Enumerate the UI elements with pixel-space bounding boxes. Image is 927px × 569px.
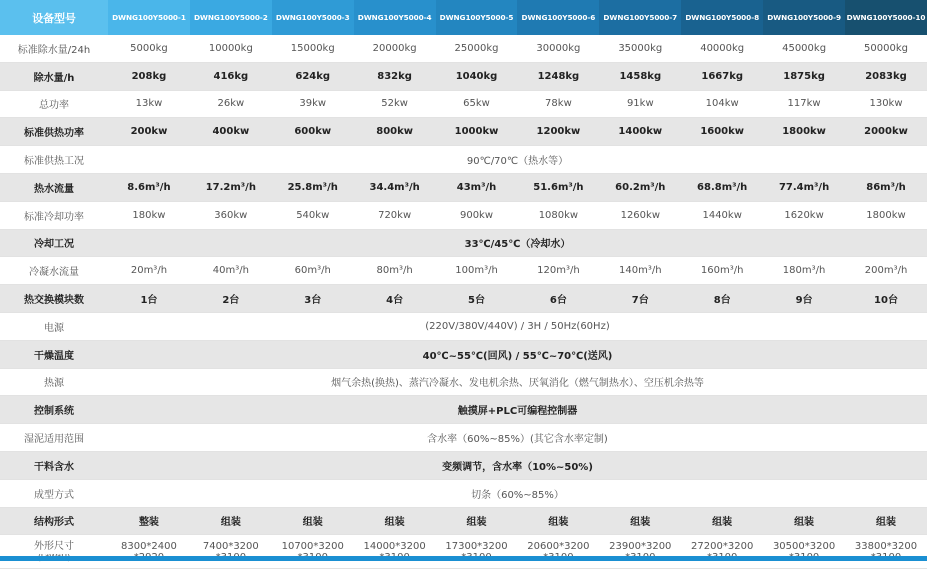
table-cell: 13kw: [108, 90, 190, 118]
row-label-text: 热交换模块数: [24, 295, 84, 307]
row-span-value: 变频调节，含水率（10%~50%): [108, 451, 927, 479]
row-span-value: 触摸屏+PLC可编程控制器: [108, 396, 927, 424]
table-cell: 720kw: [354, 201, 436, 229]
table-cell: 43m³/h: [436, 173, 518, 201]
table-cell: 45000kg: [763, 35, 845, 62]
table-row: [0, 368, 927, 396]
table-cell: 8台: [681, 285, 763, 313]
table-cell: 组装: [272, 507, 354, 535]
row-span-value: 烟气余热(换热)、蒸汽冷凝水、发电机余热、厌氧消化（燃气制热水）、空压机余热等: [108, 368, 927, 396]
table-cell: 1248kg: [517, 62, 599, 90]
table-cell: 40000kg: [681, 35, 763, 62]
row-label-text: 成型方式: [34, 489, 74, 501]
table-row: [0, 312, 927, 340]
table-cell: 2000kw: [845, 118, 927, 146]
header-model-7: DWNG100Y5000-7: [599, 0, 681, 35]
header-model-6: DWNG100Y5000-6: [517, 0, 599, 35]
row-label: [0, 146, 108, 174]
table-cell: 35000kg: [599, 35, 681, 62]
table-cell: 34.4m³/h: [354, 173, 436, 201]
header-model-10: DWNG100Y5000-10: [845, 0, 927, 35]
table-cell: 1040kg: [436, 62, 518, 90]
row-label-text: 除水量/h: [33, 72, 75, 84]
row-label-text: 控制系统: [34, 406, 74, 418]
table-cell: 832kg: [354, 62, 436, 90]
table-cell: 3台: [272, 285, 354, 313]
header-model-9: DWNG100Y5000-9: [763, 0, 845, 35]
table-cell: 51.6m³/h: [517, 173, 599, 201]
table-cell: 200m³/h: [845, 257, 927, 285]
table-cell: 组装: [763, 507, 845, 535]
table-cell: 540kw: [272, 201, 354, 229]
table-cell: 900kw: [436, 201, 518, 229]
row-label-text: 结构形式: [34, 517, 74, 529]
row-label: [0, 451, 108, 479]
table-cell: 400kw: [190, 118, 272, 146]
row-label-text: 外形尺寸: [34, 540, 74, 552]
table-cell: 180kw: [108, 201, 190, 229]
table-cell: 26kw: [190, 90, 272, 118]
table-cell: 1875kg: [763, 62, 845, 90]
table-cell: 5000kg: [108, 35, 190, 62]
table-cell: 80m³/h: [354, 257, 436, 285]
table-cell: 91kw: [599, 90, 681, 118]
table-row: [0, 507, 927, 535]
table-cell: 10台: [845, 285, 927, 313]
row-label-text: 热源: [44, 378, 64, 390]
table-row: [0, 257, 927, 285]
header-model-8: DWNG100Y5000-8: [681, 0, 763, 35]
table-cell: 1667kg: [681, 62, 763, 90]
table-cell: 5台: [436, 285, 518, 313]
table-cell: 130kw: [845, 90, 927, 118]
table-cell: 20600*3200: [517, 535, 599, 569]
row-label-text: 电源: [44, 322, 64, 334]
row-label: [0, 535, 108, 569]
header-model-5: DWNG100Y5000-5: [436, 0, 518, 35]
table-cell: 1080kw: [517, 201, 599, 229]
table-cell: 120m³/h: [517, 257, 599, 285]
table-cell: 208kg: [108, 62, 190, 90]
table-header: [0, 0, 927, 35]
table-cell: 40m³/h: [190, 257, 272, 285]
table-cell: 1800kw: [763, 118, 845, 146]
header-model-2: DWNG100Y5000-2: [190, 0, 272, 35]
table-cell: 1600kw: [681, 118, 763, 146]
row-span-value: (220V/380V/440V) / 3H / 50Hz(60Hz): [108, 312, 927, 340]
row-label: [0, 424, 108, 452]
row-label-text: 干燥温度: [34, 350, 74, 362]
table-cell: 180m³/h: [763, 257, 845, 285]
table-cell: 1200kw: [517, 118, 599, 146]
table-cell: 33800*3200: [845, 535, 927, 569]
table-cell: 624kg: [272, 62, 354, 90]
table-cell: 10700*3200: [272, 535, 354, 569]
table-cell: 77.4m³/h: [763, 173, 845, 201]
row-span-value: 含水率（60%~85%）(其它含水率定制): [108, 424, 927, 452]
table-cell: 17300*3200: [436, 535, 518, 569]
table-cell: 30000kg: [517, 35, 599, 62]
table-row: [0, 424, 927, 452]
header-model-1: DWNG100Y5000-1: [108, 0, 190, 35]
row-span-value: 90℃/70℃（热水等）: [108, 146, 927, 174]
row-label-text: 标准供热工况: [24, 156, 84, 168]
row-label: [0, 118, 108, 146]
table-cell: 200kw: [108, 118, 190, 146]
table-cell: 600kw: [272, 118, 354, 146]
row-label: [0, 285, 108, 313]
table-cell: 60m³/h: [272, 257, 354, 285]
table-row: [0, 451, 927, 479]
header-model-4: DWNG100Y5000-4: [354, 0, 436, 35]
table-cell: 65kw: [436, 90, 518, 118]
row-label-text: 总功率: [39, 100, 69, 112]
table-row: [0, 340, 927, 368]
row-label: [0, 257, 108, 285]
table-row: [0, 229, 927, 257]
table-cell: 20000kg: [354, 35, 436, 62]
table-row: [0, 201, 927, 229]
table-row: [0, 35, 927, 62]
table-cell: 8.6m³/h: [108, 173, 190, 201]
table-cell: 800kw: [354, 118, 436, 146]
table-cell: 416kg: [190, 62, 272, 90]
table-cell: 117kw: [763, 90, 845, 118]
table-cell: 1台: [108, 285, 190, 313]
table-cell: 7400*3200: [190, 535, 272, 569]
table-cell: 9台: [763, 285, 845, 313]
table-cell: 1458kg: [599, 62, 681, 90]
row-label-text: 热水流量: [34, 183, 74, 195]
table-cell: 1400kw: [599, 118, 681, 146]
table-cell: 1800kw: [845, 201, 927, 229]
table-cell: 2台: [190, 285, 272, 313]
table-cell: 52kw: [354, 90, 436, 118]
row-label-text: 冷凝水流量: [29, 267, 79, 279]
header-model-label: 设备型号: [0, 0, 108, 35]
table-cell: 7台: [599, 285, 681, 313]
table-cell: 104kw: [681, 90, 763, 118]
table-cell: 17.2m³/h: [190, 173, 272, 201]
table-cell: 25000kg: [436, 35, 518, 62]
row-label: [0, 201, 108, 229]
table-cell: 1260kw: [599, 201, 681, 229]
table-cell: 14000*3200: [354, 535, 436, 569]
row-label-text: 干料含水: [34, 461, 74, 473]
table-row: [0, 285, 927, 313]
table-cell: 23900*3200: [599, 535, 681, 569]
row-label: [0, 507, 108, 535]
row-label-text: 标准冷却功率: [24, 211, 84, 223]
table-cell: 4台: [354, 285, 436, 313]
table-cell: 140m³/h: [599, 257, 681, 285]
table-cell: 15000kg: [272, 35, 354, 62]
table-cell: 组装: [190, 507, 272, 535]
table-cell: 160m³/h: [681, 257, 763, 285]
table-cell: 6台: [517, 285, 599, 313]
table-cell: 25.8m³/h: [272, 173, 354, 201]
table-row: [0, 90, 927, 118]
table-cell: 整装: [108, 507, 190, 535]
row-label-text: 湿泥适用范围: [24, 434, 84, 446]
table-cell: 1000kw: [436, 118, 518, 146]
table-cell: 10000kg: [190, 35, 272, 62]
table-cell: 30500*3200: [763, 535, 845, 569]
row-label: [0, 396, 108, 424]
row-label: [0, 312, 108, 340]
table-row: [0, 173, 927, 201]
row-label: [0, 479, 108, 507]
bottom-accent-bar: [0, 556, 927, 561]
row-span-value: 33℃/45℃（冷却水）: [108, 229, 927, 257]
row-label: [0, 62, 108, 90]
table-cell: 39kw: [272, 90, 354, 118]
table-cell: 78kw: [517, 90, 599, 118]
table-cell: 组装: [517, 507, 599, 535]
row-span-value: 切条（60%~85%）: [108, 479, 927, 507]
table-cell: 组装: [845, 507, 927, 535]
table-row: [0, 62, 927, 90]
row-label: [0, 368, 108, 396]
table-row: [0, 118, 927, 146]
table-cell: 20m³/h: [108, 257, 190, 285]
table-row: [0, 535, 927, 569]
table-cell: 组装: [436, 507, 518, 535]
table-cell: 1440kw: [681, 201, 763, 229]
table-cell: 60.2m³/h: [599, 173, 681, 201]
table-cell: 组装: [681, 507, 763, 535]
table-cell: 27200*3200: [681, 535, 763, 569]
table-cell: 50000kg: [845, 35, 927, 62]
table-row: [0, 146, 927, 174]
header-model-3: DWNG100Y5000-3: [272, 0, 354, 35]
table-cell: 86m³/h: [845, 173, 927, 201]
table-row: [0, 396, 927, 424]
row-label: [0, 35, 108, 62]
row-label-text: 标准供热功率: [24, 128, 84, 140]
row-span-value: 40℃~55℃(回风) / 55℃~70℃(送风): [108, 340, 927, 368]
table-row: [0, 479, 927, 507]
row-label-text: 标准除水量/24h: [17, 44, 91, 56]
row-label: [0, 173, 108, 201]
table-cell: 360kw: [190, 201, 272, 229]
table-cell: 8300*2400: [108, 535, 190, 569]
row-label: [0, 340, 108, 368]
table-cell: 68.8m³/h: [681, 173, 763, 201]
table-cell: 100m³/h: [436, 257, 518, 285]
row-label: [0, 229, 108, 257]
table-cell: 1620kw: [763, 201, 845, 229]
table-cell: 组装: [599, 507, 681, 535]
row-label-text: 冷却工况: [34, 239, 74, 251]
table-cell: 组装: [354, 507, 436, 535]
table-cell: 2083kg: [845, 62, 927, 90]
table-body: [0, 35, 927, 569]
row-label: [0, 90, 108, 118]
